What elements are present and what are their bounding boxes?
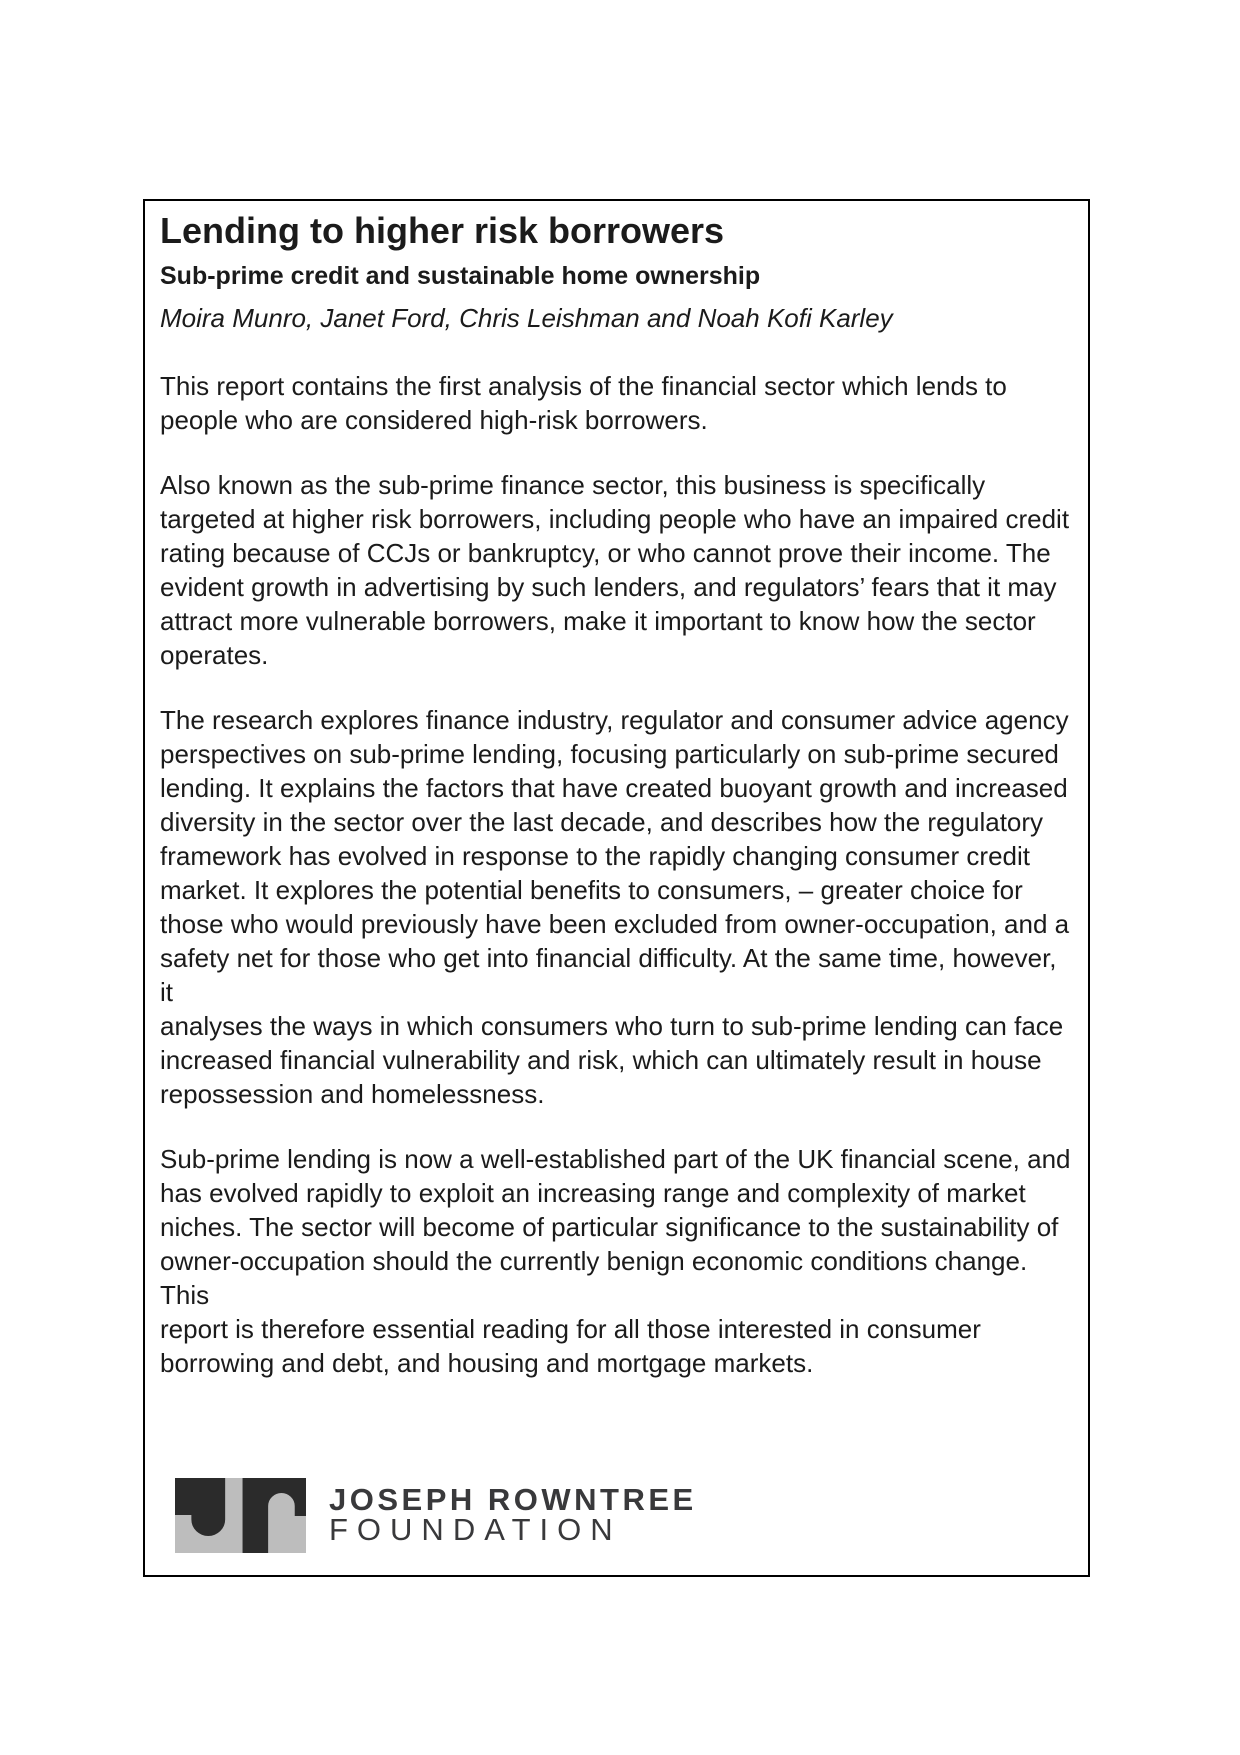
jrf-monogram-icon: [175, 1478, 306, 1553]
report-title: Lending to higher risk borrowers: [160, 210, 725, 251]
jrf-logo-line1: JOSEPH ROWNTREE: [329, 1482, 697, 1517]
jrf-logo-text: [329, 1478, 697, 1545]
jrf-logo: [175, 1478, 697, 1553]
paragraph-4: Sub-prime lending is now a well-established part of the UK financial scene, and has evolved rapidly to exploit an increasing range and complexity of market niches. The sector will become of particular significance to the sustainability of owner-occupation should the currently benign economic conditions change. This report is therefore essential reading for all those interested in consumer borrowing and debt, and housing and mortgage markets.: [160, 1144, 1071, 1378]
report-subtitle: Sub-prime credit and sustainable home ownership: [160, 262, 761, 290]
paragraph-3: The research explores finance industry, regulator and consumer advice agency perspectives on sub-prime lending, focusing particularly on sub-prime secured lending. It explains the factors that have created buoyant growth and increased diversity in the sector over the last decade, and describes how the regulatory framework has evolved in response to the rapidly changing consumer credit market. It explores the potential benefits to consumers, – greater choice for those who would previously have been excluded from owner-occupation, and a safety net for those who get into financial difficulty. At the same time, however, it analyses the ways in which consumers who turn to sub-prime lending can face increased financial vulnerability and risk, which can ultimately result in house repossession and homelessness.: [160, 705, 1070, 1109]
jrf-logo-line2: FOUNDATION: [329, 1512, 622, 1547]
report-summary-box: [143, 199, 1090, 1577]
report-authors: Moira Munro, Janet Ford, Chris Leishman and Noah Kofi Karley: [160, 303, 893, 333]
paragraph-2: Also known as the sub-prime finance sector, this business is specifically targeted at higher risk borrowers, including people who have an impaired credit rating because of CCJs or bankruptcy, or who cannot prove their income. The evident growth in advertising by such lenders, and regulators’ fears that it may attract more vulnerable borrowers, make it important to know how the sector operates.: [160, 470, 1070, 670]
paragraph-1: This report contains the first analysis of the financial sector which lends to people who are considered high-risk borrowers.: [160, 371, 1007, 435]
report-body: [160, 369, 1073, 1380]
